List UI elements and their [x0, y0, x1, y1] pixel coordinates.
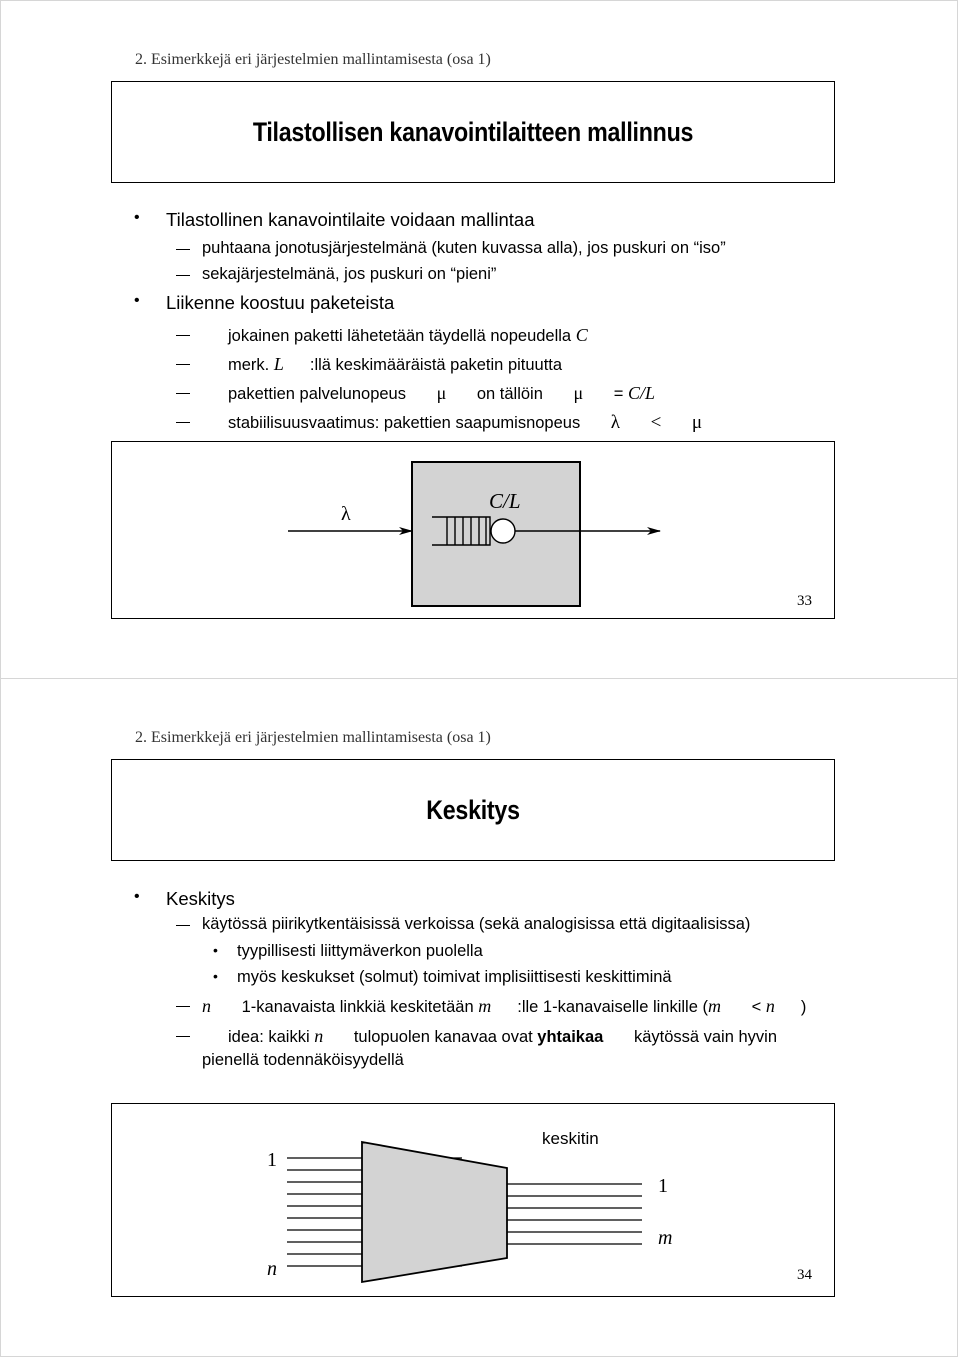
sub-bullet-1-2: sekajärjestelmänä, jos puskuri on “pieni”: [176, 265, 496, 284]
sub-sub-bullet-1a: • tyypillisesti liittymäverkon puolella: [213, 942, 483, 961]
concentrator-diagram: [112, 1104, 833, 1295]
sub-bullet-1: käytössä piirikytkentäisissä verkoissa (sekä analogisissa että digitaalisissa): [176, 915, 750, 934]
server-icon: [491, 519, 515, 543]
queue-figure: [111, 441, 835, 619]
concentrator-figure: [111, 1103, 835, 1297]
slide-34: [0, 678, 958, 1357]
concentrator-shape: [362, 1142, 507, 1282]
sub-bullet-2-3: pakettien palvelunopeus μ on tällöin μ = C/L: [176, 383, 655, 404]
slide-header: 2. Esimerkkejä eri järjestelmien mallintamisesta (osa 1): [135, 729, 491, 746]
output-lines: [487, 1184, 642, 1244]
sub-sub-bullet-1b: • myös keskukset (solmut) toimivat implisiittisesti keskittiminä: [213, 968, 672, 987]
sub-bullet-2: n 1-kanavaista linkkiä keskitetään m :lle 1-kanavaiselle linkille (m < n ): [176, 996, 806, 1017]
sub-bullet-2-1: jokainen paketti lähetetään täydellä nopeudella C: [176, 325, 588, 346]
sub-bullet-1-1: puhtaana jonotusjärjestelmänä (kuten kuvassa alla), jos puskuri on “iso”: [176, 239, 726, 258]
output-bottom-label: m: [658, 1227, 673, 1249]
title-box: [111, 81, 835, 183]
sub-bullet-3-cont: pienellä todennäköisyydellä: [202, 1051, 404, 1069]
input-bottom-label: n: [267, 1258, 277, 1280]
input-top-label: 1: [267, 1149, 277, 1171]
output-top-label: 1: [658, 1175, 668, 1197]
service-rate-label: C/L: [489, 489, 521, 513]
queue-diagram: [112, 442, 833, 617]
bullet-1: • Keskitys: [138, 888, 235, 910]
arrival-rate-label: λ: [341, 503, 351, 525]
sub-bullet-3: idea: kaikki n tulopuolen kanavaa ovat yhtaikaa käytössä vain hyvin: [176, 1026, 777, 1047]
bullet-1: • Tilastollinen kanavointilaite voidaan mallintaa: [138, 209, 535, 231]
page-number: 34: [797, 1267, 812, 1283]
slide-header: 2. Esimerkkejä eri järjestelmien mallintamisesta (osa 1): [135, 51, 491, 68]
title-box: [111, 759, 835, 861]
sub-bullet-2-4: stabiilisuusvaatimus: pakettien saapumisnopeus λ < μ: [176, 412, 702, 434]
sub-bullet-2-2: merk. L :llä keskimääräistä paketin pituutta: [176, 354, 562, 375]
page-number: 33: [797, 593, 812, 609]
bullet-2: • Liikenne koostuu paketeista: [138, 292, 394, 314]
slide-title: Keskitys: [426, 794, 520, 825]
slide-title: Tilastollisen kanavointilaitteen mallinnus: [252, 116, 694, 147]
concentrator-label: keskitin: [542, 1129, 599, 1148]
